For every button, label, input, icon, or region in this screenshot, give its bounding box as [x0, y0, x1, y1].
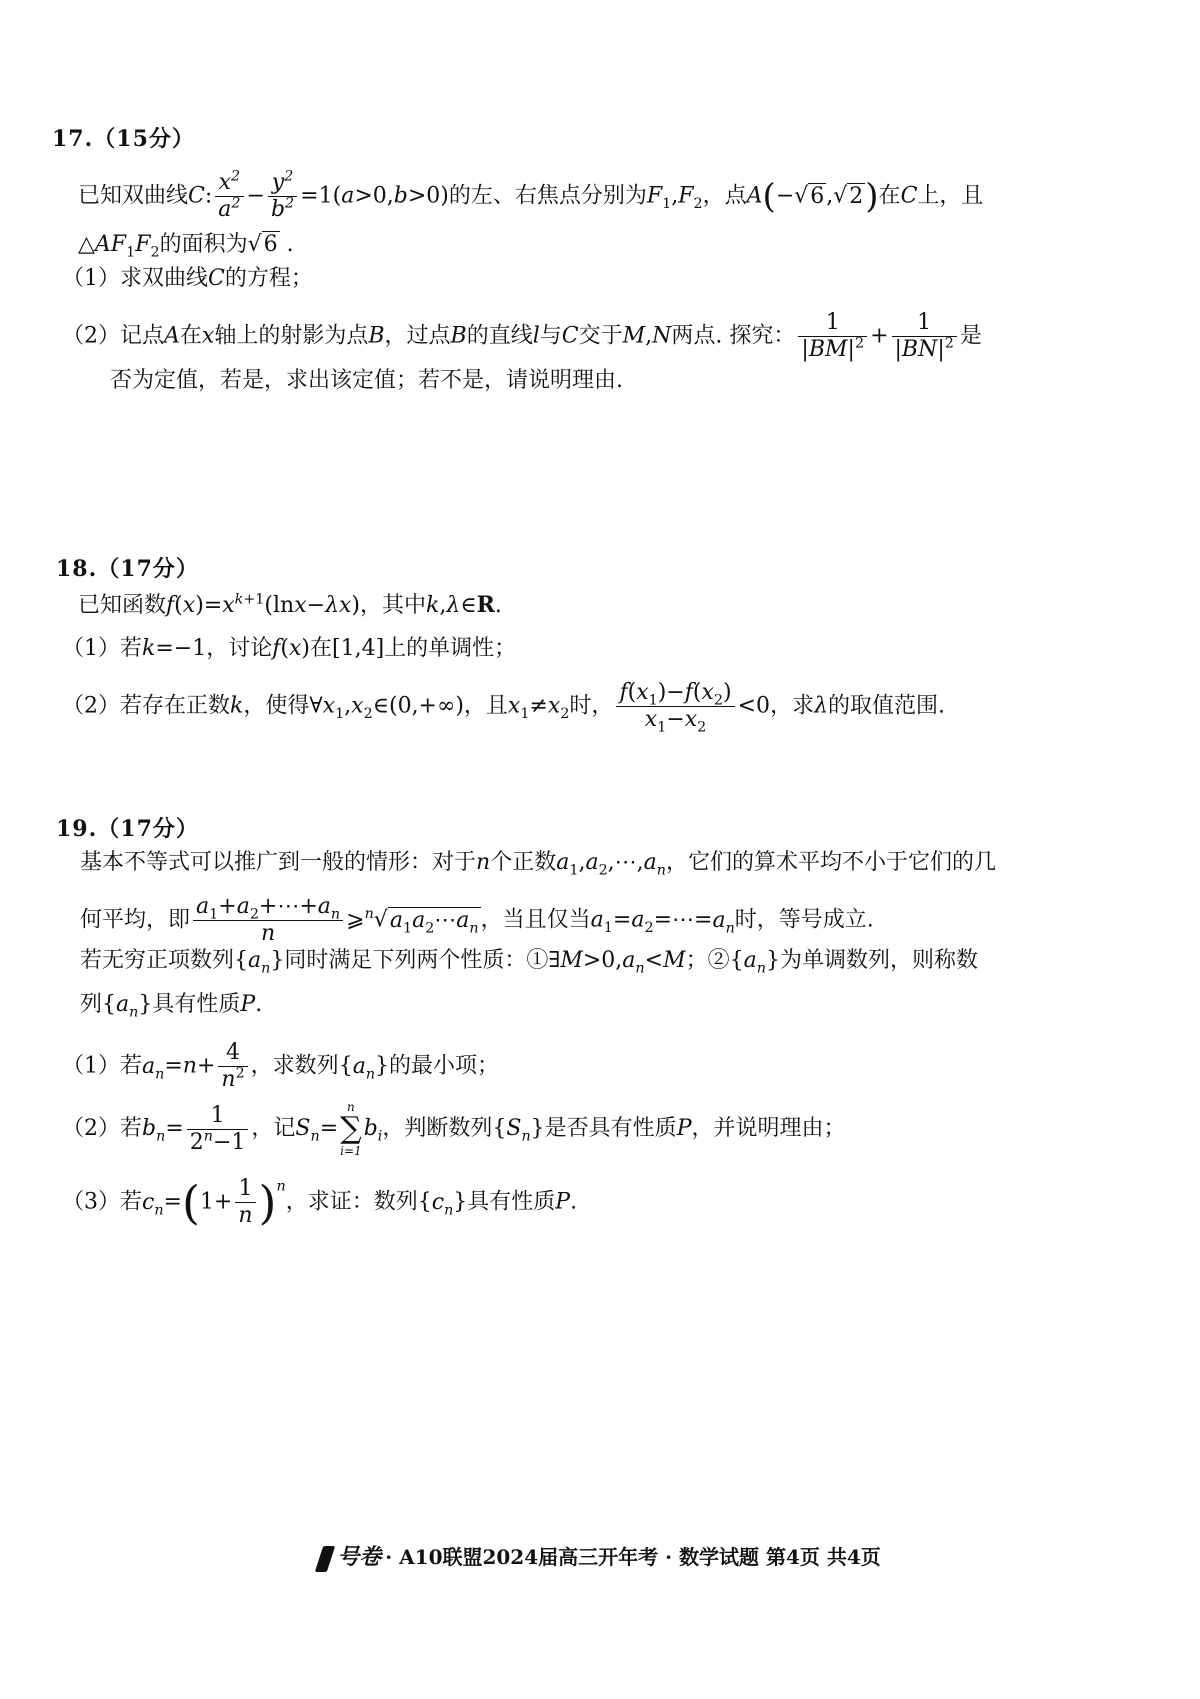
q19-part2: （2）若$b_n=$ $\frac{1}{2^n-1}$ ，记$S_n=$ n ∑ i=1 $b_i$，判断数列$\{S_n\}$是否具有性质P，并说明理由； [62, 1100, 846, 1158]
page-footer [0, 1540, 1200, 1572]
q19-statement-line1: 基本不等式可以推广到一般的情形：对于n个正数$a_1,a_2,\cdots,a_n$，它们的算术平均不小于它们的几 [80, 850, 997, 879]
q19-statement-line4: 列$\{a_n\}$具有性质P. [80, 992, 263, 1021]
q17-statement-line1: 已知双曲线C: $\frac{x^2}{a^2}$ − $\frac{y^2}{b^2}$ =1(a>0,b>0)的左、右焦点分别为$F_1,F_2$，点A(−√6,√2)在C上，且 [78, 168, 984, 222]
q19-part1: （1）若$a_n=n+$ $\frac{4}{n^2}$ ，求数列$\{a_n\}$的最小项； [62, 1040, 500, 1092]
q19-statement-line3: 若无穷正项数列$\{a_n\}$同时满足下列两个性质：$①\exists M>0,a_n<M$；$②\{a_n\}$为单调数列，则称数 [80, 948, 978, 977]
q17-part1: （1）求双曲线C的方程； [62, 266, 313, 291]
q18-part1: （1）若k=−1，讨论f(x)在[1,4]上的单调性； [62, 636, 517, 661]
q19-heading: 19.（17分） [56, 816, 199, 842]
q17-statement-line2: $\triangle AF_1F_2$的面积为√6 . [78, 232, 294, 261]
q17-part2-line1: （2）记点A在x轴上的射影为点B，过点B的直线l与C交于M,N两点. 探究： $\frac{1}{|BM|^2}$ + $\frac{1}{|BN|^2}$ 是 [62, 310, 982, 362]
q18-part2: （2）若存在正数k，使得$\forall x_1,x_2\in(0,+\infty)$，且$x_1\ne x_2$时， $\frac{f(x_1)-f(x_2)}{x_1-x_2}$ <0，求λ的取值范围. [62, 680, 946, 736]
q17-heading: 17.（15分） [52, 126, 195, 152]
brand-logo-text: 号卷 [337, 1544, 382, 1570]
q19-statement-line2: 何平均，即 $\frac{a_1+a_2+\cdots+a_n}{n}$ $⩾^n√a_1a_2\cdots a_n$，当且仅当$a_1=a_2=\cdots=a_n$时，等号成立. [80, 894, 874, 946]
q18-heading: 18.（17分） [56, 556, 199, 582]
q19-part3: （3）若$c_n=(1+$ $\frac{1}{n}$ )$^n$，求证：数列$\{c_n\}$具有性质P. [62, 1175, 578, 1230]
footer-text: · A10联盟2024届高三开年考 · 数学试题 第4页 共4页 [385, 1545, 881, 1569]
q17-part2-line2: 否为定值，若是，求出该定值；若不是，请说明理由. [110, 368, 623, 393]
q18-statement: 已知函数$f(x)=x^{k+1}(\ln x-\lambda x)$，其中k,λ∈R. [78, 591, 502, 618]
brand-logo-icon [315, 1546, 335, 1572]
